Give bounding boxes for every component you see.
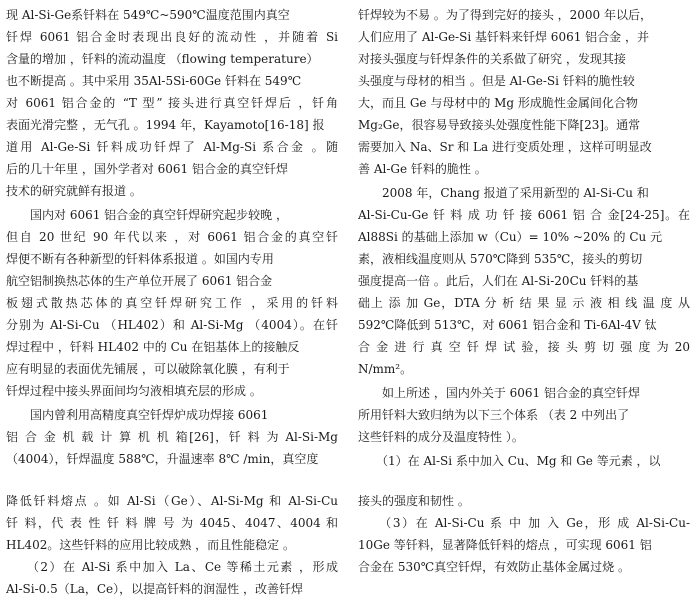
right-column-line: 如上所述 ，国内外关于 6061 铝合金的真空钎焊 bbox=[358, 386, 640, 400]
left-column-line: 钎焊过程中接头界面间均匀液相填充层的形成 。 bbox=[6, 384, 262, 398]
left-column-line: 技术的研究就鲜有报道 。 bbox=[6, 184, 142, 198]
left-column-line: 焊过程中 ，钎料 HL402 中的 Cu 在铝基体上的接触反 bbox=[6, 340, 300, 354]
right-column-line: 接头的强度和韧性 。 bbox=[358, 494, 470, 508]
left-column-line: 国内曾利用高精度真空钎焊炉成功焊接 6061 bbox=[6, 408, 269, 422]
right-column-line: 合 金 进 行 真 空 钎 焊 试 验，接 头 剪 切 强 度 为 20 bbox=[358, 340, 690, 354]
right-column-line: 善 Al-Ge 钎料的脆性 。 bbox=[358, 162, 487, 176]
left-column-line: 板翅式散热芯体的真空钎焊研究工作 ，采用的钎料 bbox=[6, 296, 338, 310]
right-column-line: 10Ge 等钎料，显著降低钎料的熔点 ，可实现 6061 铝 bbox=[358, 538, 652, 552]
left-column-line: 铝 合 金 机 载 计 算 机 机 箱[26]，钎 料 为 Al-Si-Mg bbox=[6, 430, 338, 444]
right-column-line: 592℃降低到 513℃，对 6061 铝合金和 Ti-6Al-4V 钛 bbox=[358, 318, 657, 332]
right-column-line: 2008 年，Chang 报道了采用新型的 Al-Si-Cu 和 bbox=[358, 186, 649, 200]
right-column-line: 大，而且 Ge 与母材中的 Mg 形成脆性金属间化合物 bbox=[358, 96, 638, 110]
left-column-line: HL402。这些钎料的应用比较成熟 ，而且性能稳定 。 bbox=[6, 538, 295, 552]
right-column-line: Mg₂Ge，很容易导致接头处强度性能下降[23]。通常 bbox=[358, 118, 641, 132]
right-column-line: 钎焊较为不易 。为了得到完好的接头 ，2000 年以后， bbox=[358, 8, 652, 22]
left-column-line: 道用 Al-Ge-Si 钎料成功钎焊了 Al-Mg-Si 系合金 。随 bbox=[6, 140, 338, 154]
right-column-line: 头强度与母材的相当 。但是 Al-Ge-Si 钎料的脆性较 bbox=[358, 74, 635, 88]
right-column-line: （1）在 Al-Si 系中加入 Cu、Mg 和 Ge 等元素 ，以 bbox=[358, 454, 661, 468]
left-column-line: 降低钎料熔点 。如 Al-Si（Ge）、Al-Si-Mg 和 Al-Si-Cu bbox=[6, 494, 338, 508]
left-column-line: （2）在 Al-Si 系中加入 La、Ce 等稀土元素 ，形成 bbox=[6, 560, 338, 574]
left-column-line: 钎 料，代 表 性 钎 料 牌 号 为 4045、4047、4004 和 bbox=[6, 516, 338, 530]
right-column-line: 合金在 530℃真空钎焊，有效防止基体金属过烧 。 bbox=[358, 560, 630, 574]
left-column-line: 分别为 Al-Si-Cu （HL402）和 Al-Si-Mg （4004）。在钎 bbox=[6, 318, 338, 332]
left-column-line: 航空铝制换热芯体的生产单位开展了 6061 铝合金 bbox=[6, 274, 273, 288]
left-column-line: 后的几十年里 ，国外学者对 6061 铝合金的真空钎焊 bbox=[6, 162, 288, 176]
left-column-line: 应有明显的表面优先铺展 ，可以破除氧化膜 ，有利于 bbox=[6, 362, 290, 376]
left-column-line: 也不断提高 。其中采用 35Al-5Si-60Ge 钎料在 549℃ bbox=[6, 74, 302, 88]
left-column-line: （4004），钎焊温度 588℃，升温速率 8℃ /min，真空度 bbox=[6, 452, 319, 466]
left-column-line: 对 6061 铝合金的 “T 型” 接头进行真空钎焊后 ，钎角 bbox=[6, 96, 338, 110]
right-column-line: 人们应用了 Al-Ge-Si 基钎料来钎焊 6061 铝合金 ，并 bbox=[358, 30, 649, 44]
right-column-line: 础上 添 加 Ge，DTA 分 析 结 果 显 示 液 相 线 温 度 从 bbox=[358, 296, 690, 310]
left-column-line: 表面光滑完整 ，无气孔 。1994 年，Kayamoto[16-18] 报 bbox=[6, 118, 325, 132]
left-column-line: 含量的增加 ，钎料的流动温度 （flowing temperature） bbox=[6, 52, 319, 66]
right-column-line: N/mm²。 bbox=[358, 362, 413, 376]
right-column-line: 对接头强度与钎焊条件的关系做了研究 ，发现其接 bbox=[358, 52, 626, 66]
right-column-line: Al88Si 的基础上添加 w（Cu）= 10% ~20% 的 Cu 元 bbox=[358, 230, 663, 244]
left-column-line: 但自 20 世纪 90 年代以来 ，对 6061 铝合金的真空钎 bbox=[6, 230, 338, 244]
left-column-line: 钎焊 6061 铝合金时表现出良好的流动性 ，并随着 Si bbox=[6, 30, 338, 44]
right-column-line: 所用钎料大致归纳为以下三个体系 （表 2 中列出了 bbox=[358, 408, 630, 422]
right-column-line: Al-Si-Cu-Ge 钎 料 成 功 钎 接 6061 铝 合 金[24-25]。在 bbox=[358, 208, 690, 222]
right-column-line: 素，液相线温度则从 570℃降到 535℃，接头的剪切 bbox=[358, 252, 643, 266]
left-column-line: 现 Al-Si-Ge系钎料在 549℃~590℃温度范围内真空 bbox=[6, 8, 290, 22]
right-column-line: 强度提高一倍 。此后，人们在 Al-Si-20Cu 钎料的基 bbox=[358, 274, 639, 288]
left-column-line: Al-Si-0.5（La，Ce），以提高钎料的润湿性 ，改善钎焊 bbox=[6, 582, 303, 596]
right-column-line: 这些钎料的成分及温度特性 ）。 bbox=[358, 430, 524, 444]
left-column-line: 国内对 6061 铝合金的真空钎焊研究起步较晚 ， bbox=[6, 208, 288, 222]
right-column-line: 需要加入 Na、Sr 和 La 进行变质处理 ，这样可明显改 bbox=[358, 140, 652, 154]
left-column-line: 焊便不断有各种新型的钎料体系报道 。如国内专用 bbox=[6, 252, 274, 266]
right-column-line: （3）在 Al-Si-Cu 系 中 加 入 Ge，形 成 Al-Si-Cu- bbox=[358, 516, 690, 530]
